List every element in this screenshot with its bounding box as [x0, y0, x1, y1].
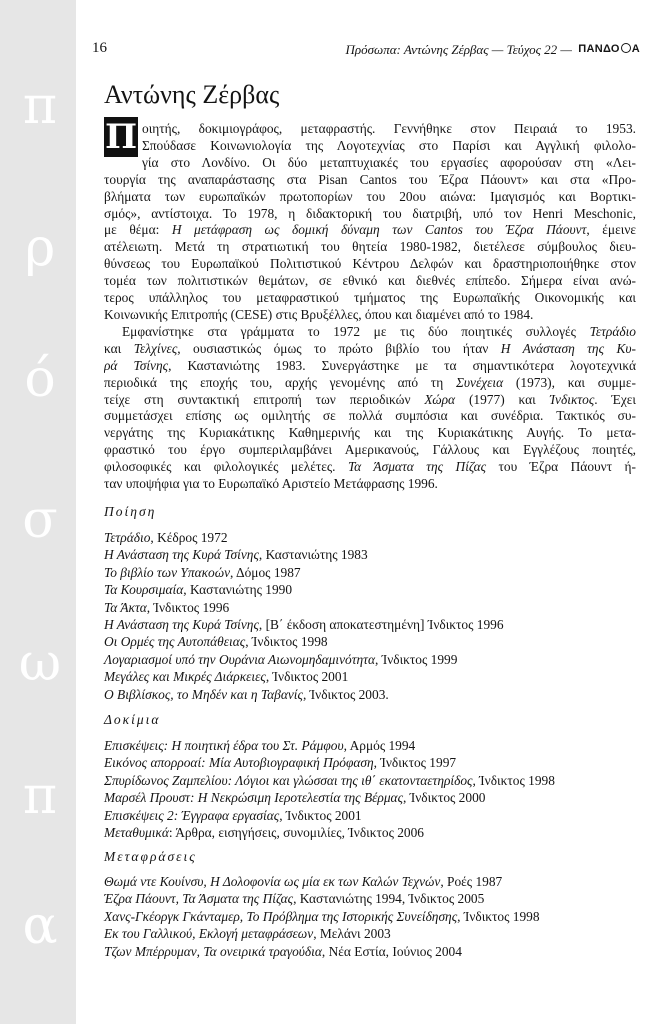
work-entry: [104, 908, 636, 925]
work-publisher: , Κέδρος 1972: [150, 530, 228, 545]
work-entry: [104, 737, 636, 754]
work-publisher: , Ίνδικτος 1998: [245, 634, 328, 650]
logo-text-left: ΠΑΝΔΟ: [578, 43, 620, 55]
work-publisher: , Αρμός 1994: [343, 738, 416, 753]
work-publisher: , Καστανιώτης 1990: [183, 582, 293, 598]
work-entry: [104, 772, 636, 789]
work-entry: [104, 824, 636, 841]
work-title: Το βιβλίο των Υπακοών: [104, 564, 231, 580]
bio-line: [104, 324, 636, 341]
bio-text: με θέμα:: [104, 222, 172, 238]
work-publisher: , Ίνδικτος 1999: [375, 651, 458, 667]
work-entry: [104, 925, 636, 942]
work-title: Σπυρίδωνος Ζαμπελίου: Λόγιοι και γλώσσαι της ιθ΄ εκατονταετηρίδος: [104, 772, 473, 788]
work-entry: [104, 651, 636, 668]
work-title: Επισκέψεις: Η ποιητική έδρα του Στ. Ράμφου: [104, 738, 344, 753]
bio-text: τείχε στη συντακτική επιτροπή των περιοδικών: [104, 391, 425, 407]
bio-title-italic: Η Ανάσταση της Κυ-: [500, 340, 636, 356]
work-publisher: , Ίνδικτος 1997: [373, 755, 457, 771]
bio-title-italic: Τετράδιο: [589, 323, 636, 339]
margin-letter: π: [22, 766, 58, 826]
biography-text: [104, 121, 636, 493]
work-title: Ο Βιβλίσκος, το Μηδέν και η Ταβανίς: [104, 686, 303, 702]
work-title: Η Ανάσταση της Κυρά Τσίνης: [104, 617, 259, 633]
margin-letter: ό: [24, 349, 56, 409]
bio-text: , έμεινε: [586, 222, 636, 238]
bio-line: νεργάτης της Κυριακάτικης Καθημερινής και της Κυριακάτικης Αυγής. Το μετα-: [104, 425, 636, 441]
work-publisher: , Ίνδικτος 2003.: [302, 686, 389, 702]
work-title: Επισκέψεις 2: Έγγραφα εργασίας: [104, 807, 280, 823]
work-publisher: , Ίνδικτος 1998: [472, 772, 555, 788]
work-title: Εκ του Γαλλικού, Εκλογή μεταφράσεων: [104, 926, 314, 942]
bio-line: [104, 375, 636, 392]
work-publisher: , [Β΄ έκδοση αποκατεστημένη] Ίνδικτος 1996: [258, 617, 504, 633]
margin-letter: α: [22, 896, 58, 956]
work-title: Μεταθυμικά: [104, 825, 169, 841]
work-entry: [104, 789, 636, 806]
bio-line: ταν υποψήφια για το Ευρωπαϊκό Αριστείο Μετάφρασης 1996.: [104, 476, 438, 492]
work-publisher: : Άρθρα, εισηγήσεις, συνομιλίες, Ίνδικτος 2006: [168, 825, 424, 841]
work-entry: [104, 943, 636, 960]
work-entry: [104, 668, 636, 685]
bio-text: . Έχει: [594, 391, 636, 407]
bio-line: [104, 392, 636, 409]
bio-title-italic: ρά Τσίνης: [104, 357, 169, 373]
drop-cap: Π: [104, 117, 138, 157]
bio-line: θύνσεως του Ευρωπαϊκού Πολιτιστικού Κέντρου Δελφών και δραστηριοποιήθηκε στον: [104, 256, 636, 272]
bio-title-italic: Η μετάφραση ως δομική δύναμη των Cantos του Έζρα Πάουντ: [171, 222, 587, 238]
work-title: Έζρα Πάουντ, Τα Άσματα της Πίζας: [104, 891, 294, 907]
bio-line: βλήματα των ευρωπαϊκών πρωτοπορίων του 20ου αιώνα: Ιμαγισμός και Βορτικι-: [104, 188, 636, 204]
bio-line: τουργία της αναπαράστασης στα Pisan Cantos του Έζρα Πάουντ» και στα «Προ-: [104, 171, 636, 187]
bio-text: (1973), και συμμε-: [503, 374, 636, 390]
work-publisher: , Ίνδικτος 2001: [279, 807, 362, 823]
work-title: Οι Ορμές της Αυτοπάθειας: [104, 634, 246, 650]
bio-line: [104, 222, 636, 239]
bio-line: Σπούδασε Κοινωνιολογία της Λογοτεχνίας στο Παρίσι και Αγγλική φιλολο-: [142, 137, 636, 153]
logo-emblem-icon: [621, 43, 631, 53]
bio-text: του Έζρα Πάουντ ή-: [486, 459, 636, 475]
bio-text: , ουσιαστικώς όμως το πρώτο βιβλίο του ήταν: [177, 340, 501, 356]
bio-text: φιλοσοφικές και φιλολογικές μελέτες.: [104, 459, 348, 475]
essays-works-list: [104, 737, 636, 841]
work-entry: [104, 616, 636, 633]
work-publisher: , Καστανιώτης 1994, Ίνδικτος 2005: [293, 891, 485, 907]
work-publisher: , Ίνδικτος 1996: [146, 599, 230, 615]
bio-title-italic: Τα Άσματα της Πίζας: [347, 459, 487, 475]
section-heading-translations: Μεταφράσεις: [104, 849, 197, 864]
bio-line: τερος υπάλληλος του μεταφραστικού τμήματος της Ευρωπαϊκής Οικονομικής και: [104, 290, 636, 306]
work-title: Τα Άκτα: [104, 599, 147, 615]
work-publisher: , Ίνδικτος 2001: [265, 669, 349, 685]
bio-line: τομέα των πολιτιστικών θεμάτων, σε εθνικό και διεθνές επίπεδο. Σήμερα είναι ανώ-: [104, 273, 636, 289]
bio-line: Κοινωνικής Επιτροπής (CESE) στις Βρυξέλλες, όπου και διαμένει από το 1984.: [104, 306, 534, 322]
bio-line: [104, 459, 636, 476]
work-entry: [104, 873, 636, 890]
poetry-works-list: [104, 529, 636, 703]
work-entry: [104, 599, 636, 616]
work-title: Χανς-Γκέοργκ Γκάνταμερ, Το Πρόβλημα της Ιστορικής Συνείδησης: [104, 908, 458, 924]
bio-line: γία στο Λονδίνο. Οι δύο μεταπτυχιακές του εργασίες αφορούσαν στη «Λει-: [142, 154, 636, 170]
logo-text-right: Α: [631, 43, 640, 55]
work-title: Μαρσέλ Προυστ: Η Νεκρώσιμη Ιεροτελεστία της Βέρμας: [104, 790, 404, 806]
bio-title-italic: Χώρα: [424, 391, 456, 407]
work-entry: [104, 529, 636, 546]
work-publisher: , Ίνδικτος 2000: [403, 790, 486, 806]
work-publisher: , Δόμος 1987: [230, 564, 301, 580]
work-entry: [104, 890, 636, 907]
bio-line: οιητής, δοκιμιογράφος, μεταφραστής. Γεννήθηκε στον Πειραιά το 1953.: [142, 121, 636, 136]
bio-line: φραστικό του έργο συμπεριλαμβάνει Αμερικανούς, Γάλλους και Εγγλέζους ποιητές,: [104, 442, 636, 458]
work-entry: [104, 546, 636, 563]
work-title: Θωμά ντε Κουίνσυ, Η Δολοφονία ως μία εκ των Καλών Τεχνών: [104, 874, 441, 889]
bio-text: , Καστανιώτης 1983. Συνεργάστηκε με τα σημαντικότερα λογοτεχνικά: [168, 357, 636, 373]
bio-line: συμμετάσχει επίσης ως ομιλητής σε πολλά συμπόσια και συνέδρια. Τακτικός συ-: [104, 408, 636, 424]
bio-line: ατέλειωτη. Μετά τη στρατιωτική του θητεία 1980-1982, διετέλεσε σύμβουλος διευ-: [104, 239, 636, 255]
page-number: 16: [92, 40, 107, 56]
work-title: Λογαριασμοί υπό την Ουράνια Αιωνομηδαμινότητα: [104, 651, 375, 667]
bio-text: περιοδικά της εποχής του, αρχής γενομένης από τη: [104, 374, 456, 390]
work-publisher: , Νέα Εστία, Ιούνιος 2004: [321, 943, 462, 959]
work-title: Μεγάλες και Μικρές Διάρκειες: [104, 669, 266, 685]
work-publisher: , Καστανιώτης 1983: [258, 547, 368, 563]
work-entry: [104, 686, 636, 703]
section-heading-poetry: Ποίηση: [104, 504, 157, 519]
work-title: Τα Κουρσιμαία: [104, 582, 184, 598]
work-publisher: , Μελάνι 2003: [313, 926, 391, 942]
work-title: Τετράδιο: [104, 530, 151, 545]
bio-line: [104, 358, 636, 375]
decorative-margin-strip: [0, 0, 76, 1024]
bio-title-italic: Τελχίνες: [133, 340, 178, 356]
margin-letter: ω: [18, 633, 62, 693]
work-publisher: , Ίνδικτος 1998: [457, 908, 540, 924]
margin-letter: π: [22, 76, 58, 136]
margin-letter: σ: [22, 490, 58, 550]
bio-line: [104, 341, 636, 358]
section-heading-essays: Δοκίμια: [104, 712, 161, 727]
bio-title-italic: Συνέχεια: [455, 374, 504, 390]
bio-text: (1977) και: [455, 391, 550, 407]
magazine-logo: [578, 43, 640, 55]
work-title: Τζων Μπέρρυμαν, Τα ονειρικά τραγούδια: [104, 943, 322, 959]
work-entry: [104, 564, 636, 581]
translations-works-list: [104, 873, 636, 960]
work-entry: [104, 633, 636, 650]
work-entry: [104, 807, 636, 824]
bio-text: και: [104, 340, 134, 356]
bio-text: Εμφανίστηκε στα γράμματα το 1972 με τις δύο ποιητικές συλλογές: [122, 323, 590, 339]
work-entry: [104, 581, 636, 598]
work-title: Εικόνος απορροαί: Μία Αυτοβιογραφική Πρόφαση: [104, 755, 374, 771]
work-title: Η Ανάσταση της Κυρά Τσίνης: [104, 547, 259, 563]
running-header: [92, 40, 640, 60]
margin-letter: ρ: [24, 218, 56, 278]
bio-line: σμός», αντίστοιχα. Το 1978, η διδακτορική του διατριβή, υπό τον Henri Meschonic,: [104, 205, 636, 221]
bio-title-italic: Ίνδικτος: [549, 391, 595, 407]
running-head: Πρόσωπα: Αντώνης Ζέρβας — Τεύχος 22 —: [345, 42, 572, 57]
work-entry: [104, 754, 636, 771]
work-publisher: , Ροές 1987: [440, 874, 503, 889]
article-title: Αντώνης Ζέρβας: [104, 80, 280, 109]
